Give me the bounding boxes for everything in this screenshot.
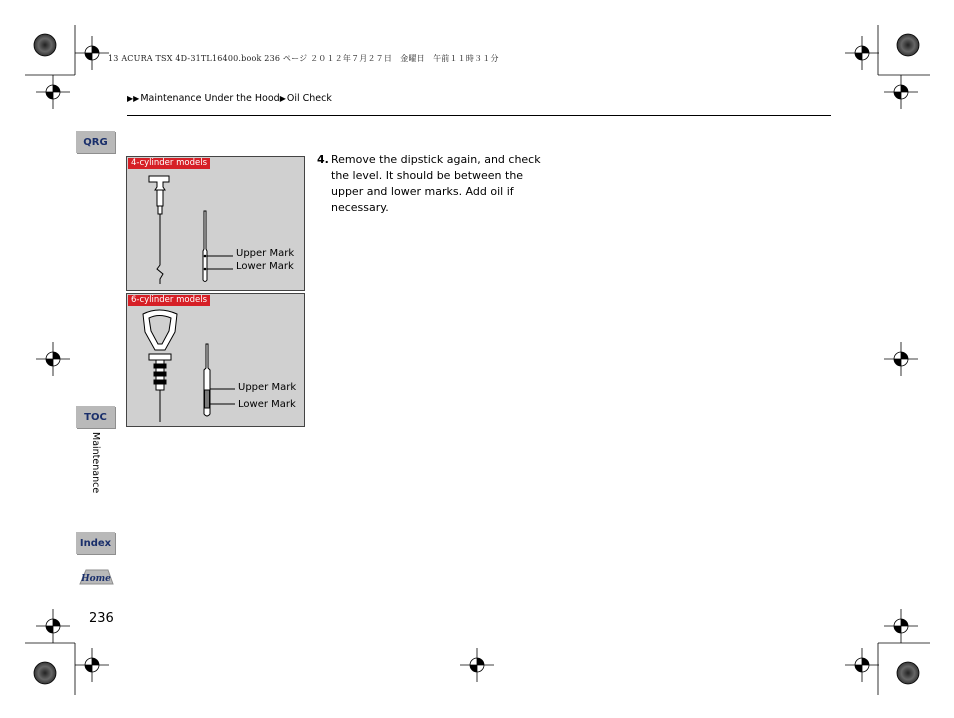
step-text: Remove the dipstick again, and check the level. It should be between the upper and lower marks. Add oil if necessary. xyxy=(331,153,541,214)
section-side-label: Maintenance xyxy=(90,432,101,494)
registration-mark-icon xyxy=(75,648,109,682)
header-divider xyxy=(127,115,831,116)
breadcrumb-section-link[interactable]: Maintenance Under the Hood xyxy=(140,93,280,104)
figure-tag-4-cylinder: 4-cylinder models xyxy=(128,158,210,169)
registration-mark-icon xyxy=(884,75,918,109)
breadcrumb xyxy=(127,93,332,104)
figure-tag-6-cylinder: 6-cylinder models xyxy=(128,295,210,306)
step-number: 4. xyxy=(317,153,329,166)
upper-mark-label-4-cylinder: Upper Mark xyxy=(236,248,295,259)
home-label: Home xyxy=(81,574,111,584)
registration-mark-icon xyxy=(845,36,879,70)
color-target-icon xyxy=(34,34,56,56)
registration-mark-icon xyxy=(884,342,918,376)
figure-4-cylinder xyxy=(126,156,305,291)
figure-6-cylinder xyxy=(126,293,305,427)
home-icon xyxy=(76,564,115,588)
upper-mark-label-6-cylinder: Upper Mark xyxy=(238,382,297,393)
page-number: 236 xyxy=(89,611,114,626)
registration-mark-icon xyxy=(36,342,70,376)
print-header: 13 ACURA TSX 4D-31TL16400.book 236 ページ ２０１２年７月２７日 金曜日 午前１１時３１分 xyxy=(108,54,499,63)
breadcrumb-current-page: Oil Check xyxy=(286,93,332,104)
registration-mark-icon xyxy=(75,36,109,70)
home-button[interactable] xyxy=(76,564,115,588)
qrg-button[interactable]: QRG xyxy=(76,131,115,153)
registration-mark-icon xyxy=(36,609,70,643)
index-button[interactable]: Index xyxy=(76,532,115,554)
registration-mark-icon xyxy=(845,648,879,682)
registration-mark-icon xyxy=(460,648,494,682)
breadcrumb-arrows: ▶▶ xyxy=(127,94,140,103)
color-target-icon xyxy=(34,662,56,684)
toc-button[interactable]: TOC xyxy=(76,406,115,428)
registration-mark-icon xyxy=(884,609,918,643)
breadcrumb-separator: ▶ xyxy=(279,94,286,103)
color-target-icon xyxy=(897,662,919,684)
registration-mark-icon xyxy=(36,75,70,109)
color-target-icon xyxy=(897,34,919,56)
lower-mark-label-6-cylinder: Lower Mark xyxy=(238,399,296,410)
instruction-step xyxy=(317,152,549,216)
lower-mark-label-4-cylinder: Lower Mark xyxy=(236,261,294,272)
